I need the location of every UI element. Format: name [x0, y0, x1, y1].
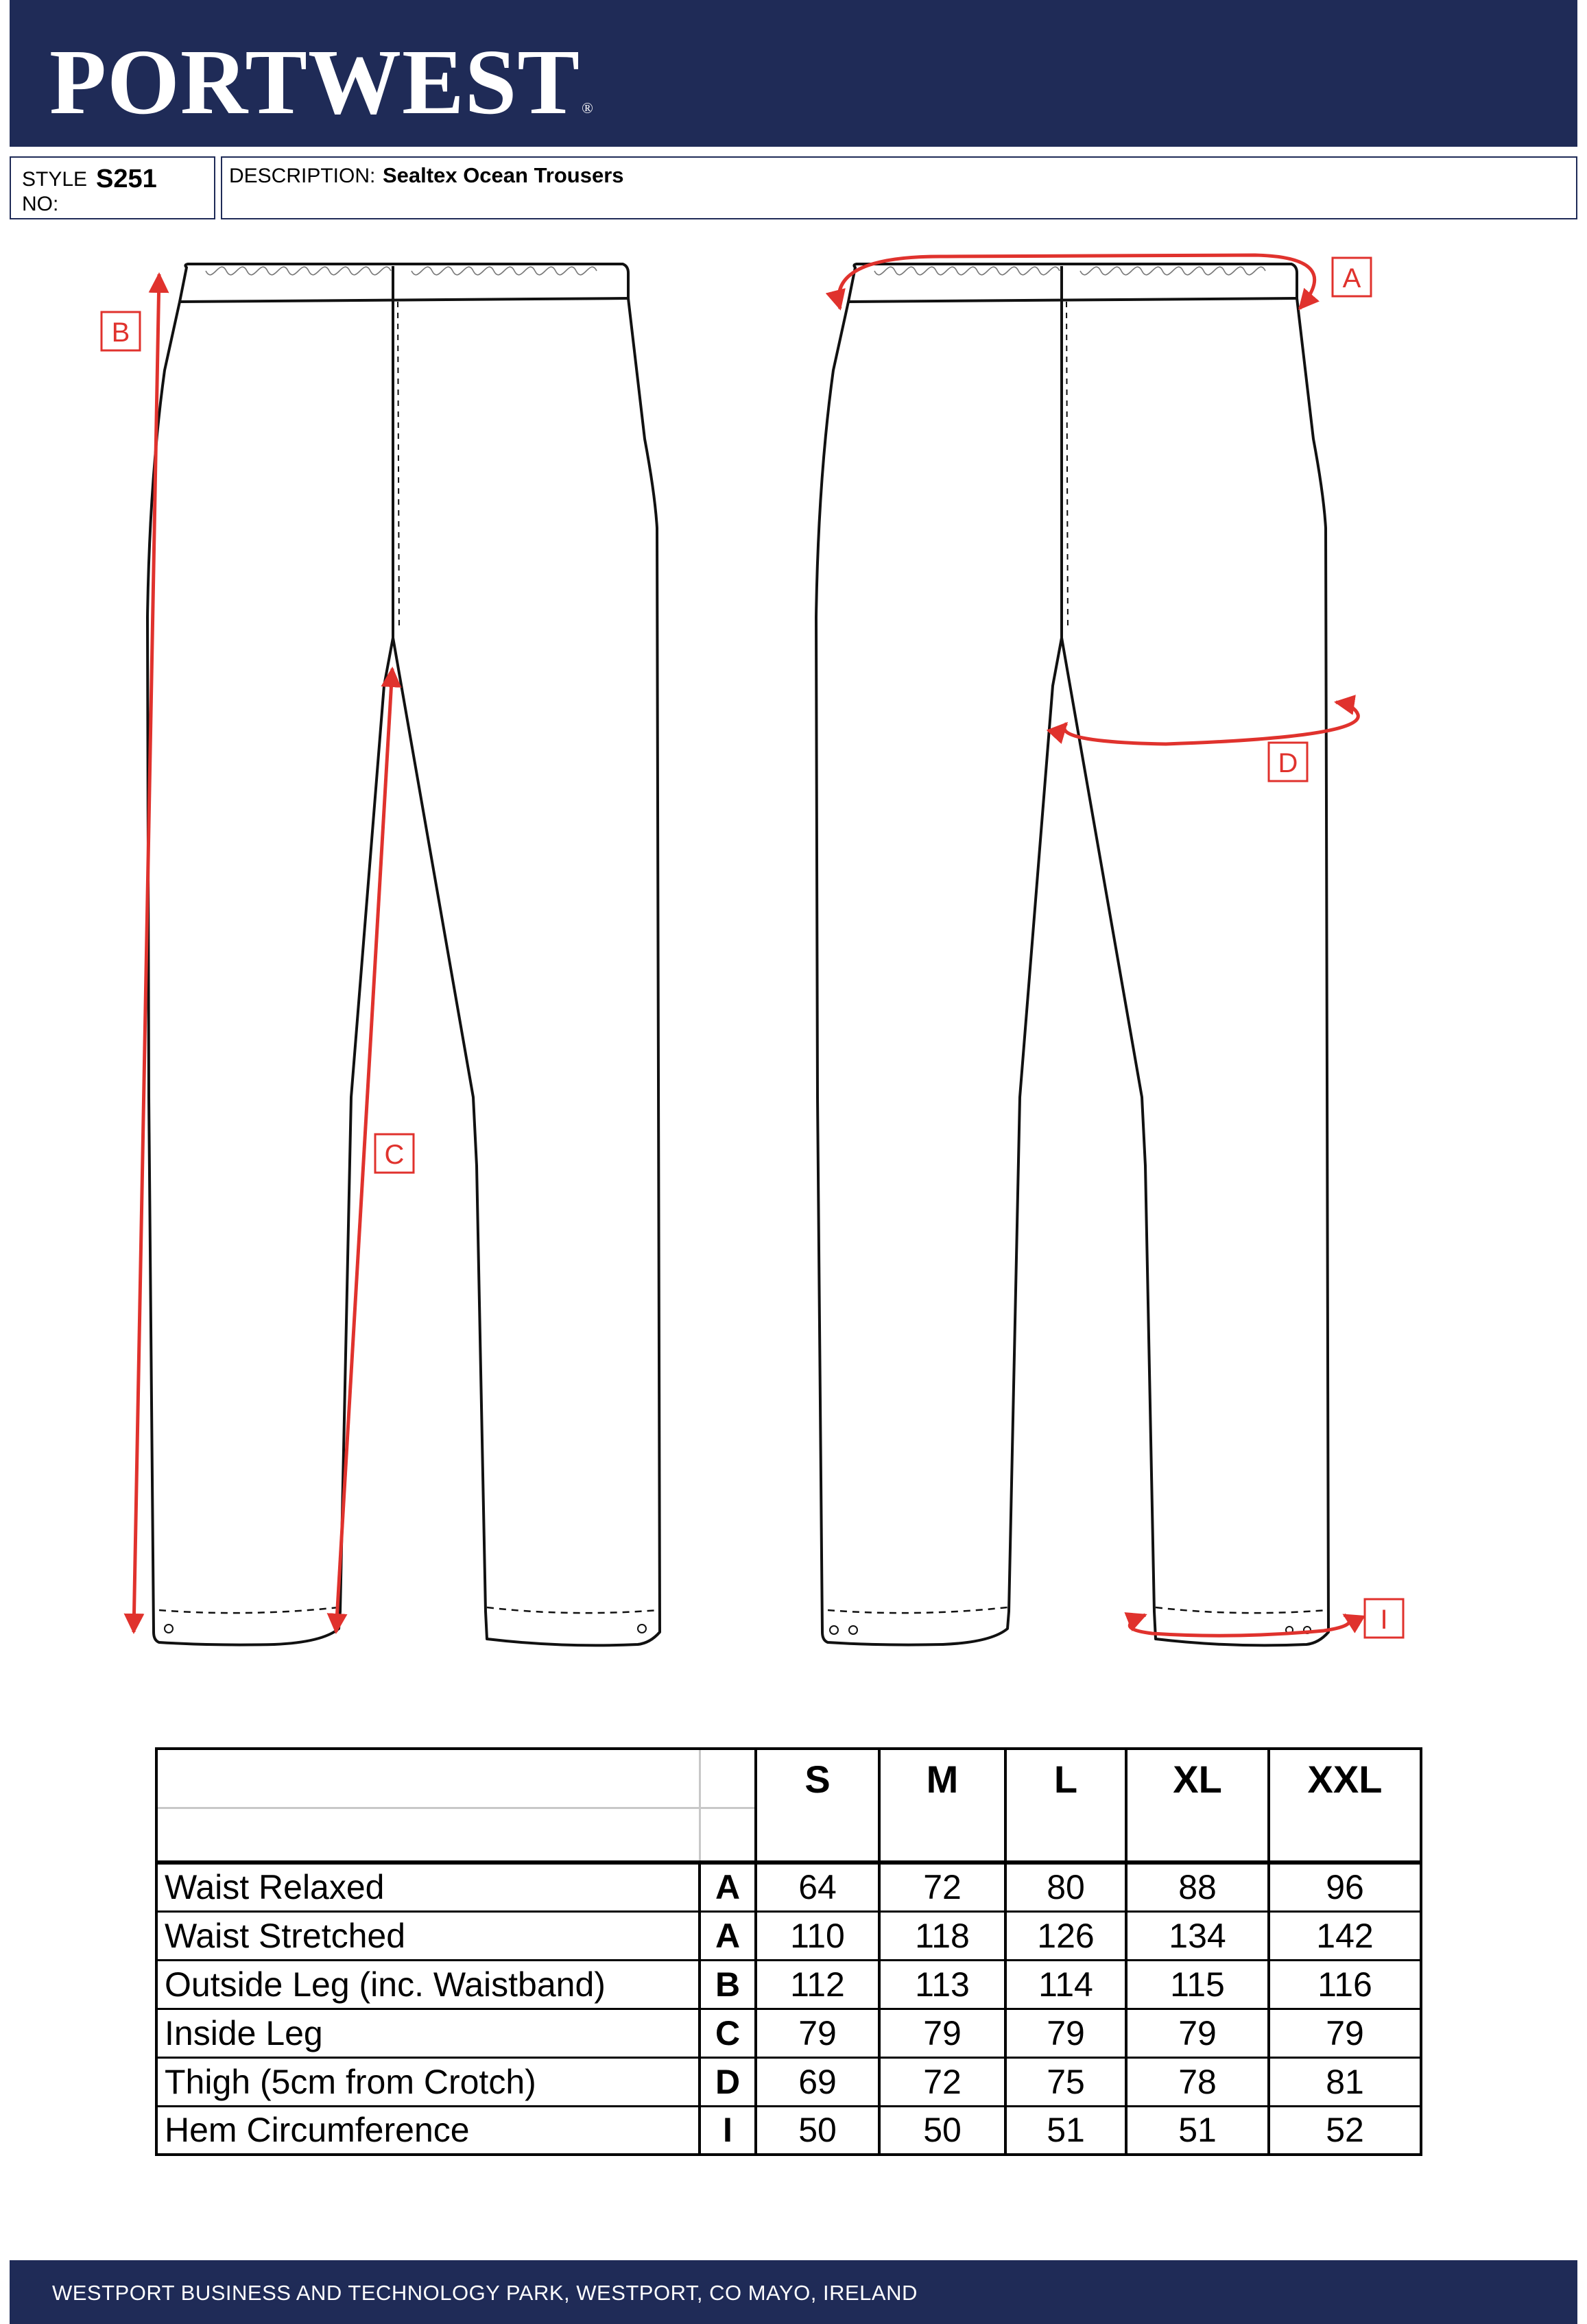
value-xl: 51 [1126, 2106, 1269, 2155]
measurement-name: Waist Stretched [156, 1911, 700, 1960]
measurement-name: Waist Relaxed [165, 1868, 385, 1907]
front-view-trousers [147, 264, 660, 1645]
value-l: 79 [1005, 2009, 1126, 2057]
table-row [156, 2057, 1421, 2106]
brand-logo: PORTWEST® [49, 31, 594, 134]
value-l: 80 [1005, 1862, 1126, 1911]
svg-text:A: A [1342, 263, 1361, 294]
value-m: 79 [879, 2009, 1005, 2057]
marker-i [1365, 1599, 1403, 1638]
table-row [156, 2009, 1421, 2057]
back-left-hem-stitch [828, 1607, 1007, 1613]
value-m: 72 [879, 2057, 1005, 2106]
value-s: 50 [756, 2106, 879, 2155]
size-header-row [156, 1749, 1421, 1808]
front-trouser-outline [147, 264, 660, 1645]
value-xxl: 81 [1269, 2057, 1421, 2106]
value-l: 75 [1005, 2057, 1126, 2106]
size-chart-table [155, 1747, 1422, 2156]
back-waistband-line [848, 298, 1297, 302]
measurement-code: B [700, 1960, 756, 2009]
description-label: DESCRIPTION: [229, 165, 376, 187]
value-m: 113 [879, 1960, 1005, 2009]
measurement-labels [102, 258, 1403, 1638]
size-header-s: S [756, 1749, 879, 1808]
value-s: 110 [756, 1911, 879, 1960]
table-row [156, 2106, 1421, 2155]
marker-b [102, 312, 140, 350]
value-m: 118 [879, 1911, 1005, 1960]
measurement-name: Hem Circumference [156, 2106, 700, 2155]
svg-text:I: I [1380, 1605, 1388, 1635]
size-header-l: L [1005, 1749, 1126, 1808]
svg-text:D: D [1278, 748, 1298, 778]
description-box [221, 156, 1577, 219]
value-xxl: 142 [1269, 1911, 1421, 1960]
marker-d [1269, 743, 1307, 781]
value-xl: 79 [1126, 2009, 1269, 2057]
value-xl: 88 [1126, 1862, 1269, 1911]
measurement-name: Thigh (5cm from Crotch) [156, 2057, 700, 2106]
front-right-hem-stitch [487, 1607, 658, 1613]
back-seam-stitch [1066, 302, 1068, 631]
value-m: 72 [879, 1862, 1005, 1911]
measurement-name: Outside Leg (inc. Waistband) [156, 1960, 700, 2009]
value-l: 51 [1005, 2106, 1126, 2155]
style-number-box [10, 156, 215, 219]
table-row [156, 1911, 1421, 1960]
description-value: Sealtex Ocean Trousers [383, 163, 624, 187]
value-xxl: 116 [1269, 1960, 1421, 2009]
arrow-d-thigh [1064, 702, 1359, 744]
footer-address: WESTPORT BUSINESS AND TECHNOLOGY PARK, WESTPORT, CO MAYO, IRELAND [52, 2281, 918, 2305]
footer-bar [10, 2260, 1577, 2324]
value-l: 114 [1005, 1960, 1126, 2009]
svg-text:B: B [111, 318, 130, 348]
size-header-xl: XL [1126, 1749, 1269, 1808]
measurement-code: C [700, 2009, 756, 2057]
value-m: 50 [879, 2106, 1005, 2155]
header-bar [10, 0, 1577, 147]
measurement-code: A [700, 1862, 756, 1911]
value-xl: 78 [1126, 2057, 1269, 2106]
marker-a [1333, 258, 1371, 296]
back-view-trousers [816, 264, 1328, 1645]
header-blank-code-cell [700, 1749, 756, 1808]
front-left-hem-stitch [159, 1607, 339, 1613]
table-row [156, 1960, 1421, 2009]
back-waist-gathers [874, 267, 1265, 275]
value-xxl: 79 [1269, 2009, 1421, 2057]
value-xl: 134 [1126, 1911, 1269, 1960]
measurement-code: I [700, 2106, 756, 2155]
arrow-b-outside-leg [134, 274, 159, 1632]
table-row [156, 1862, 1421, 1911]
front-waistband-line [180, 298, 628, 302]
style-number-label: STYLE NO: [22, 168, 88, 215]
value-s: 69 [756, 2057, 879, 2106]
front-waist-gathers [206, 267, 597, 275]
measurement-name: Inside Leg [156, 2009, 700, 2057]
value-s: 79 [756, 2009, 879, 2057]
trousers-technical-drawing [0, 233, 1587, 1673]
style-number-value: S251 [96, 165, 157, 193]
arrow-i-hem [1130, 1615, 1350, 1636]
value-xxl: 52 [1269, 2106, 1421, 2155]
back-right-hem-stitch [1156, 1607, 1327, 1613]
value-s: 112 [756, 1960, 879, 2009]
front-fly-stitch [398, 302, 399, 631]
value-xxl: 96 [1269, 1862, 1421, 1911]
back-trouser-outline [816, 264, 1328, 1645]
value-l: 126 [1005, 1911, 1126, 1960]
svg-text:C: C [384, 1140, 405, 1170]
header-spacer-row [156, 1808, 1421, 1862]
size-header-xxl: XXL [1269, 1749, 1421, 1808]
marker-c [375, 1134, 414, 1173]
measurement-arrows [134, 255, 1358, 1636]
measurement-code: A [700, 1911, 756, 1960]
size-header-m: M [879, 1749, 1005, 1808]
measurement-code: D [700, 2057, 756, 2106]
value-s: 64 [756, 1862, 879, 1911]
value-xl: 115 [1126, 1960, 1269, 2009]
header-blank-cell [156, 1749, 700, 1808]
